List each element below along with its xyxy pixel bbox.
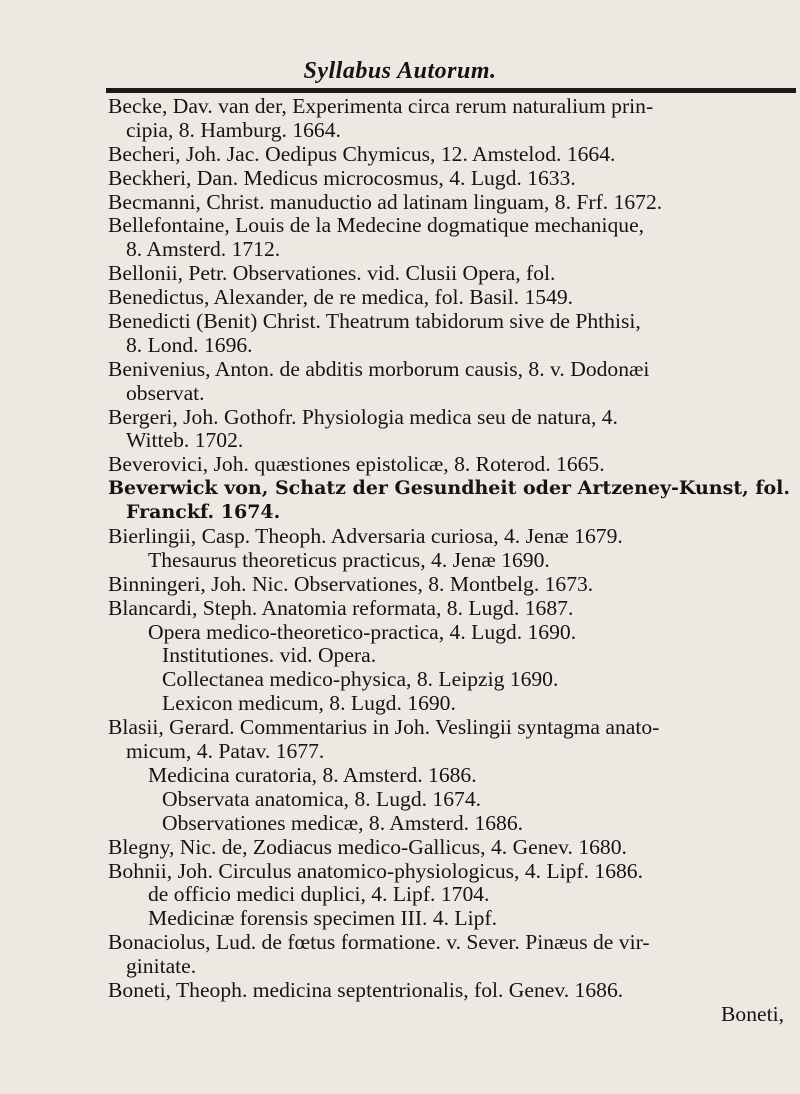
entry-line: Institutiones. vid. Opera.: [162, 644, 377, 668]
entry-line: Bellonii, Petr. Observationes. vid. Clusii Opera, fol.: [108, 262, 556, 286]
entry-line: de officio medici duplici, 4. Lipf. 1704.: [148, 883, 490, 907]
entry-line: Becheri, Joh. Jac. Oedipus Chymicus, 12. Amstelod. 1664.: [108, 142, 616, 166]
entry-line: Becmanni, Christ. manuductio ad latinam linguam, 8. Frf. 1672.: [108, 190, 663, 214]
entry-line: Blasii, Gerard. Commentarius in Joh. Veslingii syntagma anato-: [108, 716, 660, 740]
entry-line: Bonaciolus, Lud. de fœtus formatione. v. Sever. Pinæus de vir-: [108, 931, 650, 955]
entry-line: 8. Lond. 1696.: [126, 333, 253, 357]
entry-line: Bohnii, Joh. Circulus anatomico-physiologicus, 4. Lipf. 1686.: [108, 859, 644, 883]
entry-line: Observationes medicæ, 8. Amsterd. 1686.: [162, 811, 524, 835]
entry-line: ginitate.: [126, 955, 197, 979]
entry-line: Bellefontaine, Louis de la Medecine dogmatique mechanique,: [108, 214, 645, 238]
entry-line: Thesaurus theoreticus practicus, 4. Jenæ 1690.: [148, 548, 550, 572]
bibliography-list: [108, 95, 798, 1027]
entry-line: Boneti,: [721, 1002, 784, 1026]
entry-line: Blancardi, Steph. Anatomia reformata, 8. Lugd. 1687.: [108, 596, 574, 620]
entry-line: Lexicon medicum, 8. Lugd. 1690.: [162, 692, 456, 716]
entry-line: observat.: [126, 381, 205, 405]
entry-line: Binningeri, Joh. Nic. Observationes, 8. Montbelg. 1673.: [108, 572, 594, 596]
entry-line: cipia, 8. Hamburg. 1664.: [126, 118, 341, 142]
entry-line: Witteb. 1702.: [126, 429, 244, 453]
entry-line: micum, 4. Patav. 1677.: [126, 740, 325, 764]
entry-line: Opera medico-theoretico-practica, 4. Lugd. 1690.: [148, 620, 577, 644]
running-head: Syllabus Autorum.: [303, 58, 497, 84]
entry-line: Bierlingii, Casp. Theoph. Adversaria curiosa, 4. Jenæ 1679.: [108, 525, 623, 549]
entry-line: Benivenius, Anton. de abditis morborum causis, 8. v. Dodonæi: [108, 357, 650, 381]
entry-line: Blegny, Nic. de, Zodiacus medico-Gallicus, 4. Genev. 1680.: [108, 835, 627, 859]
entry-line: Bergeri, Joh. Gothofr. Physiologia medica seu de natura, 4.: [108, 405, 618, 429]
entry-line: Benedicti (Benit) Christ. Theatrum tabidorum sive de Phthisi,: [108, 310, 641, 334]
entry-line: Benedictus, Alexander, de re medica, fol. Basil. 1549.: [108, 286, 574, 310]
entry-line: Medicina curatoria, 8. Amsterd. 1686.: [148, 763, 477, 787]
entry-line: Collectanea medico-physica, 8. Leipzig 1690.: [162, 668, 559, 692]
entry-line: Becke, Dav. van der, Experimenta circa rerum naturalium prin-: [108, 95, 654, 118]
entry-line: Beverovici, Joh. quæstiones epistolicæ, 8. Roterod. 1665.: [108, 453, 605, 477]
entry-line: 8. Amsterd. 1712.: [126, 238, 281, 262]
entry-line: Boneti, Theoph. medicina septentrionalis, fol. Genev. 1686.: [108, 978, 624, 1002]
entry-line: Observata anatomica, 8. Lugd. 1674.: [162, 787, 482, 811]
entry-line: Medicinæ forensis specimen III. 4. Lipf.: [148, 907, 498, 931]
entry-line: Beckheri, Dan. Medicus microcosmus, 4. Lugd. 1633.: [108, 166, 576, 190]
entry-line: Franckf. 1674.: [126, 501, 281, 524]
entry-line: Beverwick von, Schatz der Gesundheit oder Artzeney-Kunst, fol.: [108, 477, 791, 500]
header-rule: [106, 88, 796, 93]
